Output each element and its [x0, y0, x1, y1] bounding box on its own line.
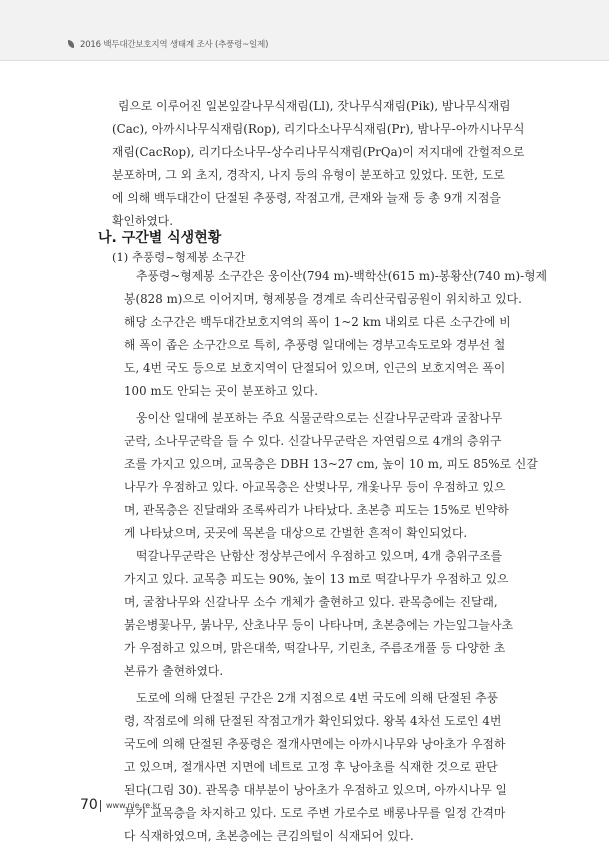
body-line: 도, 4번 국도 등으로 보호지역이 단절되어 있으며, 인근의 보호지역은 폭이 — [124, 361, 506, 375]
body-line: 에 의해 백두대간이 단절된 추풍령, 작점고개, 큰재와 늘재 등 총 9개 지점을 — [112, 191, 501, 205]
body-line: 국도에 의해 단절된 추풍령은 절개사면에는 아까시나무와 낭아초가 우점하 — [124, 737, 506, 751]
body-line: 해 폭이 좁은 소구간으로 특히, 추풍령 일대에는 경부고속도로와 경부선 철 — [124, 338, 506, 352]
footer-divider — [100, 800, 101, 812]
body-line: 해당 소구간은 백두대간보호지역의 폭이 1~2 km 내외로 다른 소구간에 비 — [124, 315, 511, 329]
body-line: 봉(828 m)으로 이어지며, 형제봉을 경계로 속리산국립공원이 위치하고 있다. — [124, 292, 522, 306]
body-line: 100 m도 안되는 곳이 분포하고 있다. — [124, 384, 319, 398]
body-line: 가지고 있다. 교목층 피도는 90%, 높이 13 m로 떡갈나무가 우점하고 있으 — [124, 572, 509, 586]
body-line: (Cac), 아까시나무식재림(Rop), 리기다소나무식재림(Pr), 밤나무-아까시나무식 — [112, 122, 525, 136]
body-line: 군락, 소나무군락을 들 수 있다. 신갈나무군락은 자연림으로 4개의 층위구 — [124, 434, 502, 448]
body-line: 웅이산 일대에 분포하는 주요 식물군락으로는 신갈나무군락과 굴참나무 — [136, 411, 503, 425]
body-line: 붉은병꽃나무, 붉나무, 산초나무 등이 나타나며, 초본층에는 가는잎그늘사초 — [124, 618, 514, 632]
subsection-heading: (1) 추풍령~형제봉 소구간 — [112, 250, 246, 264]
body-line: 분포하며, 그 외 초지, 경작지, 나지 등의 유형이 분포하고 있었다. 또한, 도로 — [112, 168, 505, 182]
body-line: 부가 교목층을 차지하고 있다. 도로 주변 가로수로 배롱나무를 일정 간격마 — [124, 806, 506, 820]
body-line: 본류가 출현하였다. — [124, 664, 224, 678]
body-line: 림으로 이루어진 일본잎갈나무식재림(Ll), 잣나무식재림(Pik), 밤나무식재림 — [118, 99, 511, 113]
body-line: 확인하였다. — [112, 214, 174, 228]
running-title: 2016 백두대간보호지역 생태계 조사 (추풍령~일제) — [80, 40, 269, 50]
footer-url: www.nie.re.kr — [106, 801, 161, 810]
body-line: 떡갈나무군락은 난함산 정상부근에서 우점하고 있으며, 4개 층위구조를 — [136, 549, 503, 563]
body-line: 며, 관목층은 진달래와 조록싸리가 나타났다. 초본층 피도는 15%로 빈약하 — [124, 503, 509, 517]
body-line: 게 나타났으며, 곳곳에 목본을 대상으로 간벌한 흔적이 확인되었다. — [124, 526, 468, 540]
section-heading: 나. 구간별 식생현황 — [98, 230, 222, 246]
body-line: 령, 작점로에 의해 단절된 작점고개가 확인되었다. 왕복 4차선 도로인 4번 — [124, 714, 502, 728]
body-line: 나무가 우점하고 있다. 아교목층은 산벚나무, 개옻나무 등이 우점하고 있으 — [124, 480, 506, 494]
body-line: 추풍령~형제봉 소구간은 웅이산(794 m)-백학산(615 m)-봉황산(740 m)-형제 — [136, 269, 548, 283]
body-line: 며, 굴참나무와 신갈나무 소수 개체가 출현하고 있다. 관목층에는 진달래, — [124, 595, 498, 609]
body-line: 도로에 의해 단절된 구간은 2개 지점으로 4번 국도에 의해 단절된 추풍 — [136, 691, 499, 705]
body-line: 다 식재하였으며, 초본층에는 큰김의털이 식재되어 있다. — [124, 829, 414, 843]
body-line: 조를 가지고 있으며, 교목층은 DBH 13~27 cm, 높이 10 m, 피도 85%로 신갈 — [124, 457, 538, 471]
body-line: 가 우점하고 있으며, 맑은대쑥, 떡갈나무, 기린초, 주름조개풀 등 다양한 초 — [124, 641, 506, 655]
body-line: 고 있으며, 절개사면 지면에 네트로 고정 후 낭아초를 식재한 것으로 판단 — [124, 760, 498, 774]
body-line: 된다(그림 30). 관목층 대부분이 낭아초가 우점하고 있으며, 아까시나무 일 — [124, 783, 507, 797]
page-number: 70 — [80, 797, 98, 813]
body-line: 재림(CacRop), 리기다소나무-상수리나무식재림(PrQa)이 저지대에 간헐적으로 — [112, 145, 525, 159]
